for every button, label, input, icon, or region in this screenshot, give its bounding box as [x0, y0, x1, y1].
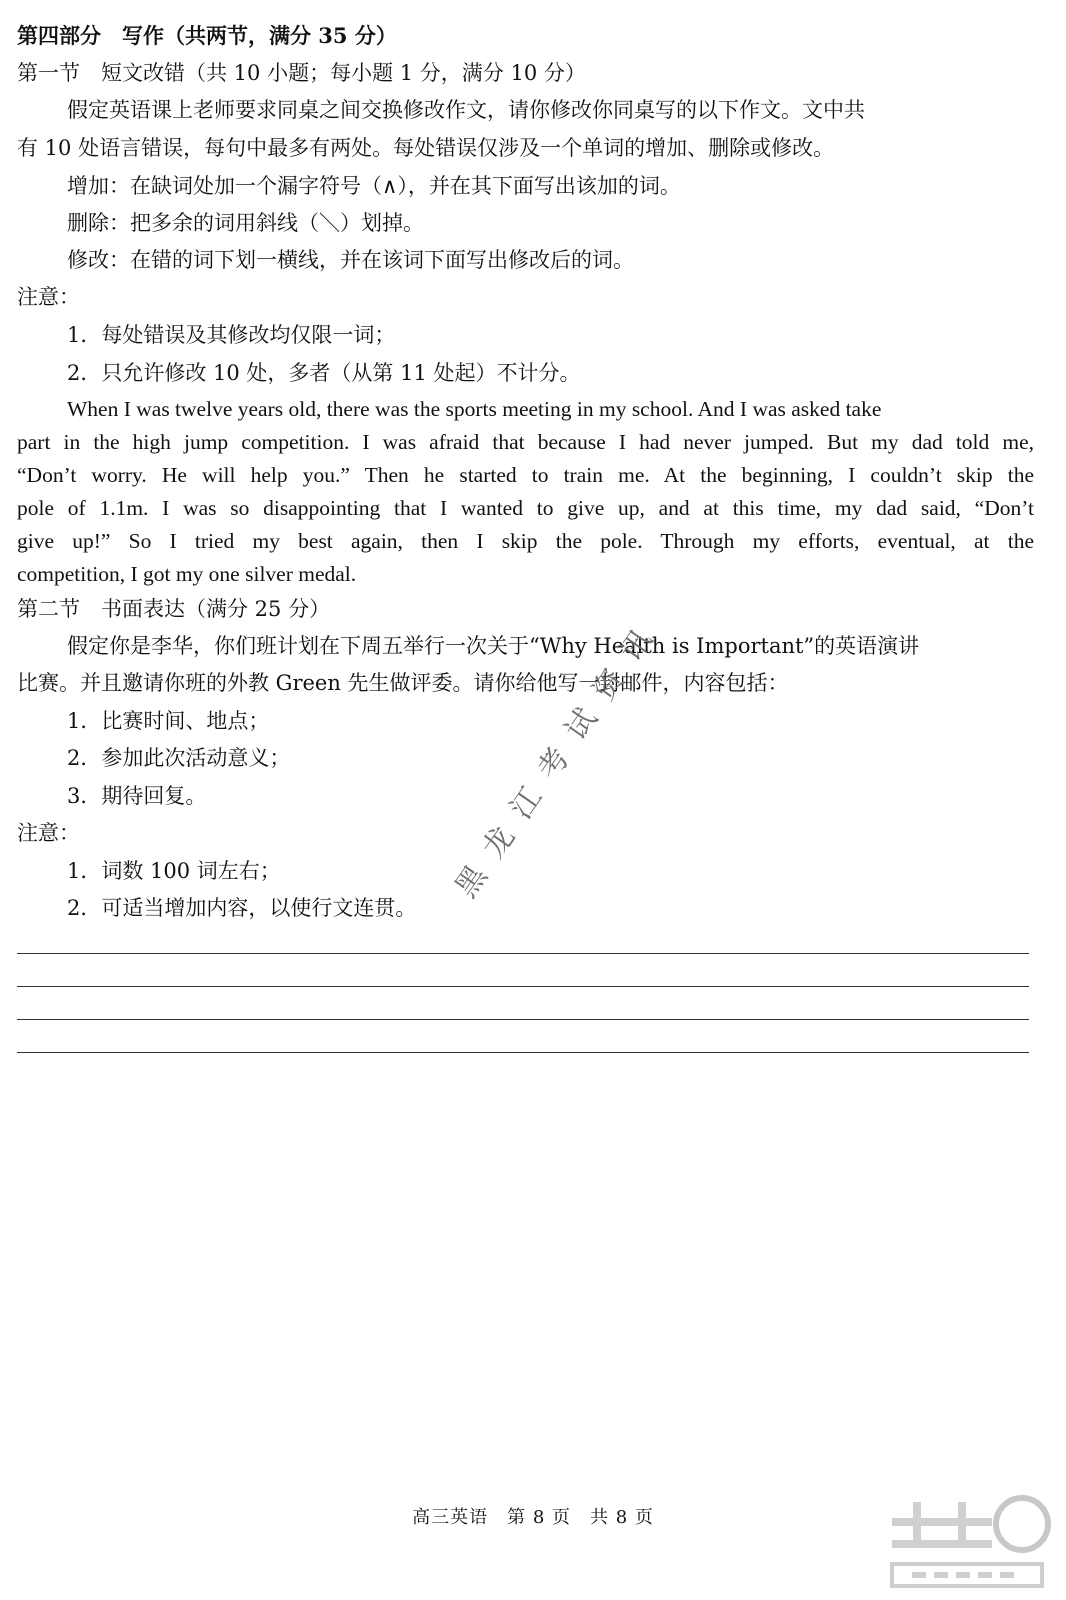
site-logo	[872, 1482, 1052, 1592]
passage-line-4: pole of 1.1m. I was so disappointing that I wanted to give up, and at this time, my dad said, “Don’t	[17, 496, 1034, 520]
writing-line-2	[17, 986, 1029, 987]
passage-line-1: When I was twelve years old, there was the sports meeting in my school. And I was asked take	[67, 397, 882, 421]
logo-mark-icon	[872, 1482, 1052, 1592]
section2-title: 第二节 书面表达（满分 25 分）	[17, 597, 331, 621]
section2-point1: 1．比赛时间、地点；	[67, 709, 270, 733]
section2-notes-label: 注意：	[17, 821, 80, 845]
section1-note2: 2．只允许修改 10 处，多者（从第 11 处起）不计分。	[67, 361, 581, 385]
section1-notes-label: 注意：	[17, 285, 80, 309]
section1-intro-line2: 有 10 处语言错误，每句中最多有两处。每处错误仅涉及一个单词的增加、删除或修改。	[17, 136, 835, 160]
passage-line-6: competition, I got my one silver medal.	[17, 562, 357, 586]
section2-task-line2: 比赛。并且邀请你班的外教 Green 先生做评委。请你给他写一封邮件，内容包括：	[17, 671, 789, 695]
section1-note1: 1．每处错误及其修改均仅限一词；	[67, 323, 396, 347]
part-title: 第四部分 写作（共两节，满分 35 分）	[17, 23, 397, 48]
instruction-add: 增加：在缺词处加一个漏字符号（∧），并在其下面写出该加的词。	[67, 174, 681, 198]
page-footer: 高三英语 第 8 页 共 8 页	[412, 1507, 654, 1528]
passage-line-2: part in the high jump competition. I was afraid that because I had never jumped. But my dad told me,	[17, 430, 1034, 454]
instruction-delete: 删除：把多余的词用斜线（＼）划掉。	[67, 211, 424, 235]
writing-line-3	[17, 1019, 1029, 1020]
section2-note2: 2．可适当增加内容，以使行文连贯。	[67, 896, 417, 920]
writing-line-1	[17, 953, 1029, 954]
watermark-text: 黑龙江考试资讯	[448, 608, 670, 905]
section1-intro-line1: 假定英语课上老师要求同桌之间交换修改作文，请你修改你同桌写的以下作文。文中共	[67, 98, 865, 122]
section2-point3: 3．期待回复。	[67, 784, 207, 808]
section2-task-line1: 假定你是李华，你们班计划在下周五举行一次关于“Why Health is Important”的英语演讲	[67, 634, 920, 658]
writing-line-4	[17, 1052, 1029, 1053]
section2-note1: 1．词数 100 词左右；	[67, 859, 281, 883]
instruction-modify: 修改：在错的词下划一横线，并在该词下面写出修改后的词。	[67, 248, 634, 272]
passage-line-3: “Don’t worry. He will help you.” Then he started to train me. At the beginning, I couldn’t skip the	[17, 463, 1034, 487]
section2-point2: 2．参加此次活动意义；	[67, 746, 291, 770]
passage-line-5: give up!” So I tried my best again, then I skip the pole. Through my efforts, eventual, at the	[17, 529, 1034, 553]
section1-title: 第一节 短文改错（共 10 小题；每小题 1 分，满分 10 分）	[17, 61, 586, 85]
